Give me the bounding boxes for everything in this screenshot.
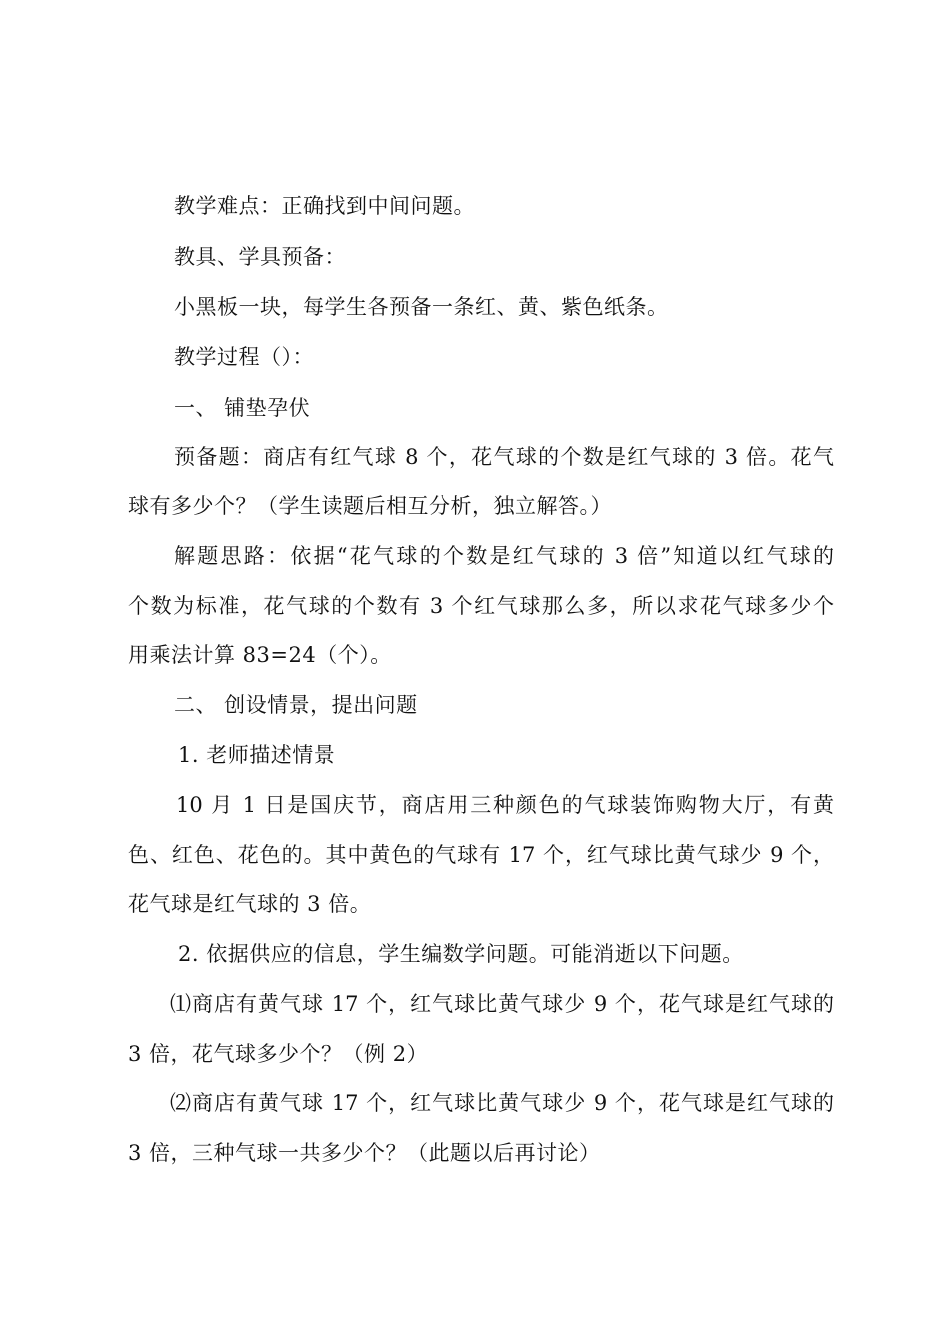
item-2-heading: 2. 依据供应的信息，学生编数学问题。可能消逝以下问题。 [178,942,744,966]
tools-heading: 教具、学具预备： [174,245,346,269]
prep-problem-line-1: 预备题：商店有红气球 8 个，花气球的个数是红气球的 3 倍。花气 [174,445,834,469]
item-1-heading: 1. 老师描述情景 [178,743,336,767]
process-heading: 教学过程（）： [174,345,314,369]
prep-problem-line-2: 球有多少个？（学生读题后相互分析，独立解答。） [128,494,612,518]
teaching-difficulty: 教学难点：正确找到中间问题。 [174,194,475,218]
approach-line-2: 个数为标准，花气球的个数有 3 个红气球那么多，所以求花气球多少个 [128,594,834,618]
question-1-line-1: ⑴商店有黄气球 17 个，红气球比黄气球少 9 个，花气球是红气球的 [170,992,834,1016]
section-1-heading: 一、 铺垫孕伏 [174,396,311,420]
question-2-line-1: ⑵商店有黄气球 17 个，红气球比黄气球少 9 个，花气球是红气球的 [170,1091,834,1115]
question-1-line-2: 3 倍，花气球多少个？（例 2） [128,1042,429,1066]
approach-line-1: 解题思路：依据“花气球的个数是红气球的 3 倍”知道以红气球的 [174,544,834,568]
scenario-line-2: 色、红色、花色的。其中黄色的气球有 17 个，红气球比黄气球少 9 个， [128,843,834,867]
section-2-heading: 二、 创设情景，提出问题 [174,693,418,717]
tools-text: 小黑板一块，每学生各预备一条红、黄、紫色纸条。 [174,295,669,319]
scenario-line-3: 花气球是红气球的 3 倍。 [128,892,372,916]
question-2-line-2: 3 倍，三种气球一共多少个？（此题以后再讨论） [128,1141,601,1165]
approach-line-3: 用乘法计算 83=24（个）。 [128,643,392,667]
scenario-line-1: 10 月 1 日是国庆节，商店用三种颜色的气球装饰购物大厅，有黄 [176,793,834,817]
